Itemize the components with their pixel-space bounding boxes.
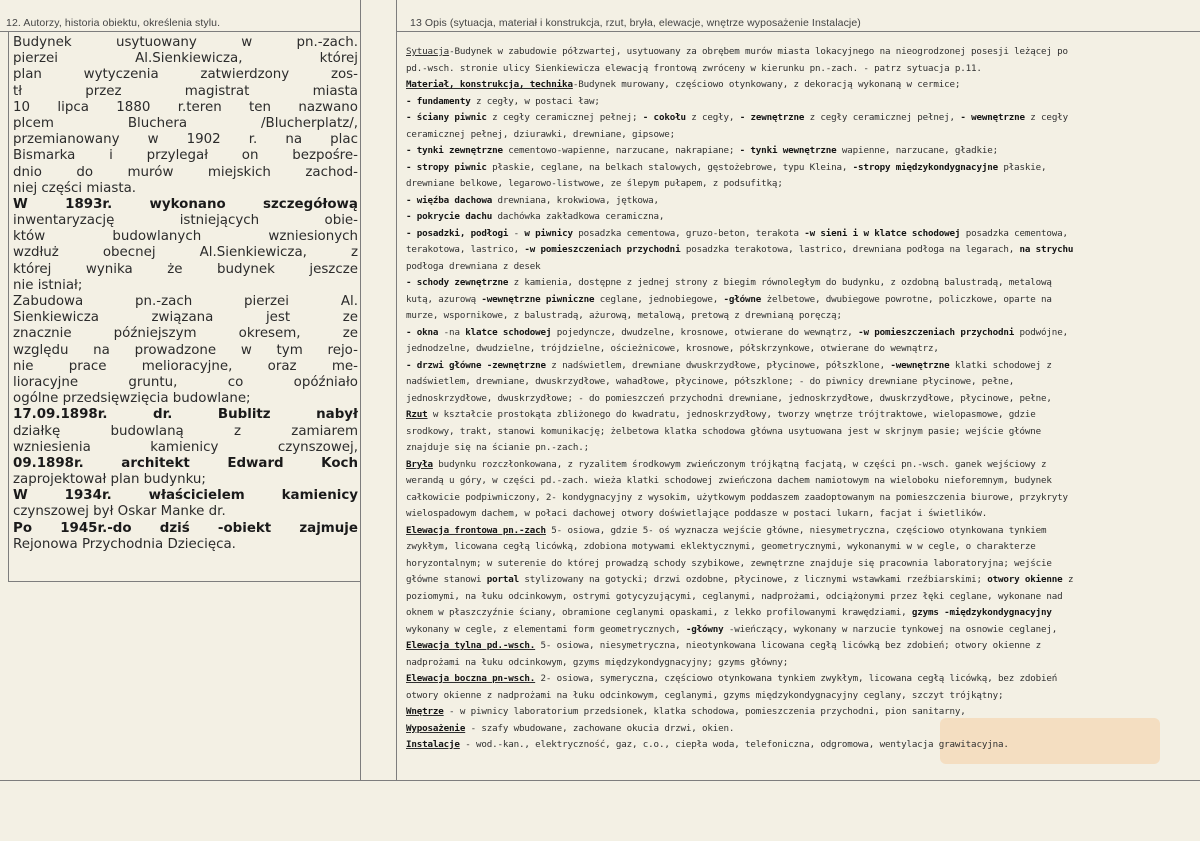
history-line: dnio do murów miejskich zachod- (13, 164, 358, 180)
description-line: zwykłym, licowana cegłą licówką, zdobiona motywami eklektycznymi, geometrycznymi, wykonanymi w w cegle, o charakterze (406, 541, 1036, 552)
history-line: której wynika że budynek jeszcze (13, 261, 358, 277)
history-line: nie prace melioracyjne, oraz me- (13, 358, 358, 374)
history-line: W 1934r. właścicielem kamienicy (13, 488, 358, 504)
history-line: nie istniał; (13, 277, 83, 293)
history-line: niej części miasta. (13, 180, 137, 196)
description-line: - stropy piwnic płaskie, ceglane, na belkach stalowych, gęstożebrowe, typu Kleina, -stropy międzykondygnacyjne płaskie, (406, 161, 1047, 173)
history-line: wzniesienia kamienicy czynszowej, (13, 439, 358, 455)
description-line: znajduje się na ścianie pn.-zach.; (406, 442, 589, 453)
history-line: przemianowany w 1902 r. na plac (13, 132, 358, 148)
history-line: 09.1898r. architekt Edward Koch (13, 455, 358, 471)
description-line: Bryła budynku rozczłonkowana, z ryzalitem środkowym zwieńczonym trójkątną facjatą, w części pn.-wsch. ganek wejściowy z (406, 458, 1047, 470)
description-line: - okna -na klatce schodowej pojedyncze, dwudzelne, krosnowe, otwierane do wewnątrz, -w pomieszczeniach przychodni podwójne, (406, 326, 1068, 338)
top-rule-right (396, 31, 1200, 32)
history-line: plcem Bluchera /Blucherplatz/, (13, 115, 358, 131)
description-line: Sytuacja-Budynek w zabudowie półzwartej, usytuowany za obrębem murów miasta lokacyjnego na nieogrodzonej posesji leżącej po (406, 46, 1068, 57)
history-line: pierzei Al.Sienkiewicza, której (13, 51, 358, 67)
left-column-border (8, 31, 9, 581)
description-line: - drzwi główne -zewnętrzne z nadświetlem, drewniane dwuskrzydłowe, płycinowe, półszklone, -wewnętrzne klatki schodowej z (406, 359, 1052, 371)
history-line: lioracyjne gruntu, co opóźniało (13, 374, 358, 390)
description-line: Elewacja tylna pd.-wsch. 5- osiowa, niesymetryczna, nieotynkowana licowana cegłą licówką bez zdobień; otwory okienne z (406, 640, 1042, 651)
history-line: Rejonowa Przychodnia Dziecięca. (13, 536, 236, 552)
description-line: całkowicie podpiwniczony, 2- kondygnacyjny z wysokim, użytkowym poddaszem zaadoptowanym na pomieszczenia biurowe, przykryty (406, 491, 1068, 503)
description-text-column (406, 44, 1158, 754)
bottom-rule (0, 780, 1200, 781)
history-line: plan wytyczenia zatwierdzony zos- (13, 67, 358, 83)
history-line: 17.09.1898r. dr. Bublitz nabył (13, 407, 358, 423)
column-divider-right (396, 0, 397, 780)
description-line: Rzut w kształcie prostokąta zbliżonego do kwadratu, jednoskrzydłowy, tworzy wnętrze trójtraktowe, wielopasmowe, gdzie (406, 409, 1036, 420)
description-line: Materiał, konstrukcja, technika-Budynek murowany, częściowo otynkowany, z dekoracją wykonaną w cermice; (406, 79, 961, 90)
description-line: jednodzelne, dwudzielne, trójdzielne, ościeżnicowe, krosnowe, półskrzynkowe, otwierane do wewnątrz, (406, 343, 939, 354)
history-line: Budynek usytuowany w pn.-zach. (13, 35, 358, 50)
history-line: któw budowlanych wzniesionych (13, 229, 358, 245)
description-line: murze, wspornikowe, z balustradą, ażurową, metalową, pretową z drewnianą poręczą; (406, 310, 842, 321)
column-divider (360, 0, 361, 780)
history-line: Sienkiewicza związana jest ze (13, 310, 358, 326)
right-section-heading: 13 Opis (sytuacja, materiał i konstrukcja, rzut, bryła, elewacje, wnętrze wyposażenie Instalacje) (410, 17, 861, 29)
description-line: Elewacja boczna pn-wsch. 2- osiowa, symeryczna, częściowo otynkowana tynkiem zwykłym, licowana cegłą licówką, bez zdobień (406, 673, 1058, 684)
description-line: - ściany piwnic z cegły ceramicznej pełnej; - cokołu z cegły, - zewnętrzne z cegły ceramicznej pełnej, - wewnętrzne z cegły (406, 112, 1068, 123)
description-line: ceramicznej pełnej, dziurawki, drewniane, gipsowe; (406, 128, 676, 140)
description-line: wielospadowym dachem, w połaci dachowej otwory doświetlające poddasze w postaci lukarn, facjat i świetlików. (406, 508, 988, 519)
history-line: działkę budowlaną z zamiarem (13, 423, 358, 439)
description-line: - tynki zewnętrzne cementowo-wapienne, narzucane, nakrapiane; - tynki wewnętrzne wapienne, narzucane, gładkie; (406, 145, 998, 156)
description-line: kutą, azurową -wewnętrzne piwniczne ceglane, jednobiegowe, -główne żelbetowe, dwubiegowe powrotne, policzkowe, oparte na (406, 293, 1052, 305)
history-line: wzdłuż obecnej Al.Sienkiewicza, z (13, 245, 358, 261)
history-line: Po 1945r.-do dziś -obiekt zajmuje (13, 520, 358, 536)
description-line: - więźba dachowa drewniana, krokwiowa, jętkowa, (406, 194, 659, 206)
description-line: główne stanowi portal stylizowany na gotycki; drzwi ozdobne, płycinowe, z licznymi wstawkami rzeźbiarskimi; otwory okienne z (406, 574, 1074, 585)
history-line: znacznie późniejszym okresem, ze (13, 326, 358, 342)
description-line: - schody zewnętrzne z kamienia, dostępne z jednej strony z biegim równoległym do budynku, z ozdobną balustradą, metalową (406, 277, 1052, 288)
top-rule-left (0, 31, 360, 32)
history-line: inwentaryzację istniejących obie- (13, 213, 358, 229)
description-line: nadświetlem, drewniane, dwuskrzydłowe, wahadłowe, płycinowe, półszklone; - do piwnicy drewniane płycinowe, pełne, (406, 376, 1015, 387)
description-line: Wyposażenie - szafy wbudowane, zachowane okucia drzwi, okien. (406, 722, 735, 734)
description-line: werandą u góry, w części pd.-zach. wieża klatki schodowej zwieńczona dachem namiotowym na wieloboku nieforemnym, budynek (406, 475, 1052, 486)
description-line: jednoskrzydłowe, dwuskrzydłowe; - do pomieszczeń przychodni drewniane, jednoskrzydłowe, dwuskrzydłowe, płycinowe, pełne, (406, 392, 1052, 404)
history-line: W 1893r. wykonano szczegółową (13, 196, 358, 212)
history-text-column (13, 35, 358, 553)
history-line: zaprojektował plan budynku; (13, 472, 206, 488)
description-line: Elewacja frontowa pn.-zach 5- osiowa, gdzie 5- oś wyznacza wejście główne, niesymetryczna, częściowo otynkowana tynkiem (406, 524, 1047, 536)
left-section-heading: 12. Autorzy, historia obiektu, określenia stylu. (6, 17, 221, 29)
description-line: oknem w płaszczyźnie ściany, obramione ceglanymi opaskami, z lekko profilowanymi krawędziami, gzyms -międzykondygnacyjny (406, 607, 1052, 618)
history-line: tł przez magistrat miasta (13, 83, 358, 99)
description-line: Wnętrze - w piwnicy laboratorium przedsionek, klatka schodowa, pomieszczenia przychodni, pion sanitarny, (406, 706, 966, 717)
description-line: - posadzki, podłogi - w piwnicy posadzka cementowa, gruzo-beton, terakota -w sieni i w klatce schodowej posadzka cementowa, (406, 227, 1068, 239)
description-line: terakotowa, lastrico, -w pomieszczeniach przychodni posadzka terakotowa, lastrico, drewniana podłoga na legarach, na strychu (406, 244, 1074, 255)
description-line: srodkowy, trakt, stanowi komunikację; żelbetowa klatka schodowa główna usytuowana jest w skrjnym pasie; wejście główne (406, 425, 1041, 437)
history-line: 10 lipca 1880 r.teren ten nazwano (13, 99, 358, 115)
description-line: nadprożami na łuku odcinkowym, gzyms międzykondygnacyjny; gzyms główny; (406, 656, 789, 668)
history-line: Zabudowa pn.-zach pierzei Al. (13, 294, 358, 309)
description-line: - pokrycie dachu dachówka zakładkowa ceramiczna, (406, 211, 665, 222)
description-line: poziomymi, na łuku odcinkowym, ostrymi gotycyzującymi, ceglanymi, nadprożami, odciążonymi przez łęki ceglane, wykonane nad (406, 590, 1063, 602)
history-line: względu na prowadzone w tym rejo- (13, 342, 358, 358)
description-line: horyzontalnym; w suterenie do której prowadzą schody szybikowe, zewnętrzne znajduje się pracownia laboratoryjna; wejście (406, 557, 1052, 569)
history-line: ogólne przedsięwzięcia budowlane; (13, 391, 251, 407)
description-line: wykonany w cegle, z elementami form geometrycznych, -główny -wieńczący, wykonany w narzucie tynkowej na osnowie ceglanej, (406, 623, 1058, 635)
history-line: Bismarka i przylegał on bezpośre- (13, 148, 358, 164)
description-line: drewniane belkowe, legarowo-listwowe, ze ślepym pułapem, z podsufitką; (406, 178, 783, 189)
history-line: czynszowej był Oskar Manke dr. (13, 504, 226, 520)
left-bottom-rule (8, 581, 360, 582)
description-line: otwory okienne z nadprożami na łuku odcinkowym, ceglanymi, gzyms międzykondygnacyjny ceglany, szczyt trójkątny; (406, 689, 1004, 701)
description-line: pd.-wsch. stronie ulicy Sienkiewicza elewacją frontową zwróceny w kierunku pn.-zach. - patrz sytuacja p.11. (406, 62, 982, 74)
description-line: podłoga drewniana z desek (406, 260, 541, 272)
description-line: - fundamenty z cegły, w postaci ław; (406, 95, 600, 107)
description-line: Instalacje - wod.-kan., elektryczność, gaz, c.o., ciepła woda, telefoniczna, odgromowa, wentylacja grawitacyjna. (406, 739, 1009, 750)
